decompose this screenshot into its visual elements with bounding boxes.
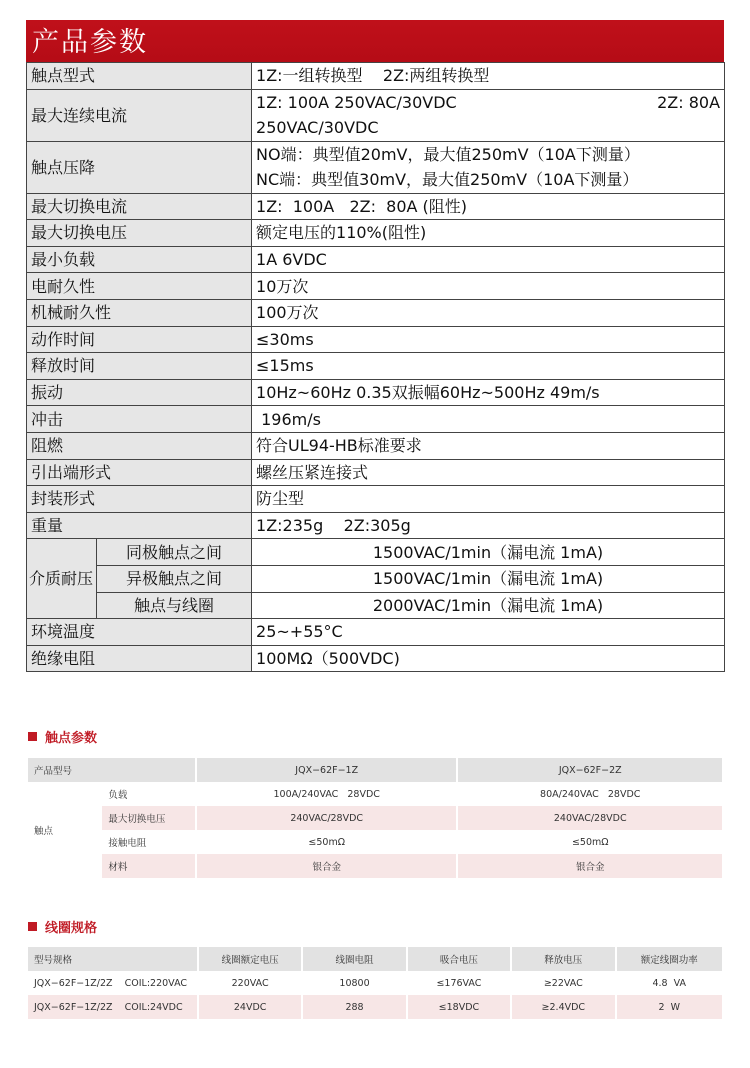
spec-label: 绝缘电阻 xyxy=(27,645,252,672)
contact-param-name: 接触电阻 xyxy=(108,838,147,849)
value-line: NC端：典型值30mV，最大值250mV（10A下测量） xyxy=(256,170,639,190)
coil-cell: 10800 xyxy=(339,977,370,989)
dielectric-label: 介质耐压 xyxy=(27,539,97,619)
dielectric-row xyxy=(27,592,725,619)
contact-value: 100A/240VAC 28VDC xyxy=(273,788,380,800)
spec-value: 10万次 xyxy=(252,273,725,300)
spec-label: 振动 xyxy=(27,379,252,406)
contact-param-name: 材料 xyxy=(102,854,195,878)
coil-cell: JQX−62F−1Z/2Z COIL:24VDC xyxy=(28,995,197,1019)
header-cell: 吸合电压 xyxy=(408,947,510,971)
spec-value: 防尘型 xyxy=(252,486,725,513)
spec-row xyxy=(27,63,725,90)
coil-row xyxy=(28,995,722,1019)
spec-row xyxy=(27,141,725,193)
dielectric-value: 1500VAC/1min（漏电流 1mA) xyxy=(252,565,725,592)
contact-value: 240VAC/28VDC xyxy=(458,806,722,830)
spec-label: 引出端形式 xyxy=(27,459,252,486)
spec-row xyxy=(27,89,725,141)
contact-row xyxy=(28,830,722,854)
coil-cell: ≥2.4VDC xyxy=(512,995,614,1019)
contact-value: 银合金 xyxy=(197,854,457,878)
coil-table xyxy=(26,947,724,1019)
spec-row xyxy=(27,645,725,672)
spec-label: 电耐久性 xyxy=(27,273,252,300)
contact-section-title xyxy=(28,727,97,746)
contact-param-name: 负载 xyxy=(108,790,128,801)
value-line: NO端：典型值20mV，最大值250mV（10A下测量） xyxy=(256,145,640,165)
header-cell: 型号规格 xyxy=(28,947,197,971)
spec-label: 最小负载 xyxy=(27,246,252,273)
contact-row xyxy=(28,854,722,878)
spec-row xyxy=(27,486,725,513)
dielectric-value: 1500VAC/1min（漏电流 1mA) xyxy=(252,539,725,566)
spec-label: 重量 xyxy=(27,512,252,539)
square-bullet-icon xyxy=(28,922,37,931)
spec-value xyxy=(252,141,725,193)
spec-value: 10Hz~60Hz 0.35双振幅60Hz~500Hz 49m/s xyxy=(252,379,725,406)
contact-param-name: 最大切换电压 xyxy=(102,806,195,830)
coil-cell: ≤18VDC xyxy=(408,995,510,1019)
spec-label: 触点压降 xyxy=(27,141,252,193)
header-cell: JQX−62F−1Z xyxy=(197,758,457,782)
value-part: 1Z: 100A 250VAC/30VDC xyxy=(256,93,457,113)
header-cell: 线圈额定电压 xyxy=(199,947,301,971)
spec-label: 动作时间 xyxy=(27,326,252,353)
spec-label: 阻燃 xyxy=(27,432,252,459)
spec-row xyxy=(27,432,725,459)
spec-label: 封装形式 xyxy=(27,486,252,513)
coil-cell: JQX−62F−1Z/2Z COIL:220VAC xyxy=(34,977,188,989)
spec-row xyxy=(27,406,725,433)
spec-row xyxy=(27,246,725,273)
spec-value: 1A 6VDC xyxy=(252,246,725,273)
dielectric-row xyxy=(27,539,725,566)
contact-header-row xyxy=(28,758,722,782)
page-title: 产品参数 xyxy=(26,20,724,62)
spec-value: 196m/s xyxy=(252,406,725,433)
contact-value: 240VAC/28VDC xyxy=(197,806,457,830)
spec-label: 环境温度 xyxy=(27,619,252,646)
spec-label: 最大切换电流 xyxy=(27,193,252,220)
contact-value: 银合金 xyxy=(458,854,722,878)
header-cell: 产品型号 xyxy=(28,758,195,782)
header-cell: 释放电压 xyxy=(512,947,614,971)
header-cell: 额定线圈功率 xyxy=(617,947,723,971)
spec-row xyxy=(27,459,725,486)
spec-value: 100万次 xyxy=(252,299,725,326)
contact-value: ≤50mΩ xyxy=(571,836,609,848)
dielectric-sub-label: 同极触点之间 xyxy=(97,539,252,566)
dielectric-value: 2000VAC/1min（漏电流 1mA) xyxy=(252,592,725,619)
coil-cell: 288 xyxy=(303,995,405,1019)
spec-row xyxy=(27,299,725,326)
contact-table xyxy=(26,758,724,878)
spec-row xyxy=(27,619,725,646)
spec-value: 螺丝压紧连接式 xyxy=(252,459,725,486)
spec-row xyxy=(27,379,725,406)
spec-value: ≤15ms xyxy=(252,353,725,380)
value-part: 2Z: 80A xyxy=(657,93,721,113)
contact-row xyxy=(28,782,722,806)
dielectric-sub-label: 触点与线圈 xyxy=(97,592,252,619)
spec-row xyxy=(27,353,725,380)
spec-row xyxy=(27,193,725,220)
spec-value: 1Z:一组转换型 2Z:两组转换型 xyxy=(252,63,725,90)
spec-label: 机械耐久性 xyxy=(27,299,252,326)
spec-value xyxy=(252,89,725,141)
spec-value: 100MΩ（500VDC) xyxy=(252,645,725,672)
contact-group-label: 触点 xyxy=(34,826,54,837)
spec-row xyxy=(27,220,725,247)
coil-cell: ≥22VAC xyxy=(543,977,583,989)
coil-header-row xyxy=(28,947,722,971)
spec-value: 额定电压的110%(阻性) xyxy=(252,220,725,247)
spec-row xyxy=(27,273,725,300)
spec-label: 冲击 xyxy=(27,406,252,433)
coil-cell: 2 W xyxy=(617,995,723,1019)
coil-cell: 220VAC xyxy=(231,977,269,989)
value-line xyxy=(256,90,720,115)
coil-title-text: 线圈规格 xyxy=(45,921,98,936)
coil-cell: 24VDC xyxy=(199,995,301,1019)
spec-row xyxy=(27,326,725,353)
dielectric-row xyxy=(27,565,725,592)
contact-value: 80A/240VAC 28VDC xyxy=(540,788,641,800)
spec-value: 1Z:235g 2Z:305g xyxy=(252,512,725,539)
spec-value: ≤30ms xyxy=(252,326,725,353)
value-line: 250VAC/30VDC xyxy=(256,118,379,138)
square-bullet-icon xyxy=(28,732,37,741)
header-cell: 线圈电阻 xyxy=(303,947,405,971)
spec-section xyxy=(26,20,724,672)
spec-table xyxy=(26,62,725,672)
spec-value: 符合UL94-HB标准要求 xyxy=(252,432,725,459)
coil-cell: 4.8 VA xyxy=(652,977,687,989)
spec-label: 最大切换电压 xyxy=(27,220,252,247)
coil-row xyxy=(28,971,722,995)
contact-title-text: 触点参数 xyxy=(45,731,98,746)
coil-cell: ≤176VAC xyxy=(436,977,482,989)
spec-value: 1Z: 100A 2Z: 80A (阻性) xyxy=(252,193,725,220)
spec-value: 25~+55°C xyxy=(252,619,725,646)
contact-value: ≤50mΩ xyxy=(308,836,345,848)
spec-label: 最大连续电流 xyxy=(27,89,252,141)
contact-row xyxy=(28,806,722,830)
spec-label: 触点型式 xyxy=(27,63,252,90)
spec-label: 释放时间 xyxy=(27,353,252,380)
spec-row xyxy=(27,512,725,539)
coil-section-title xyxy=(28,917,97,936)
header-cell: JQX−62F−2Z xyxy=(458,758,722,782)
dielectric-sub-label: 异极触点之间 xyxy=(97,565,252,592)
